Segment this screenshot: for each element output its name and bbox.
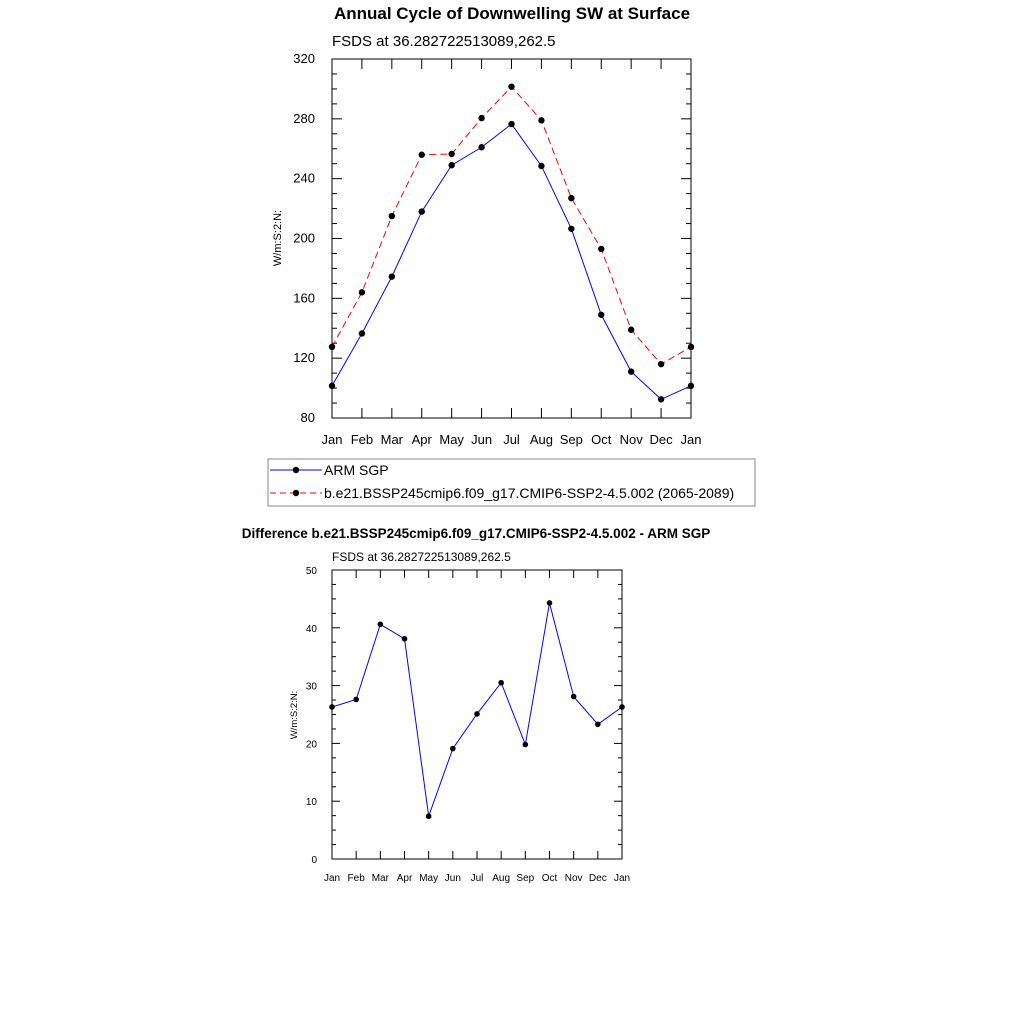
tick-labels — [293, 51, 701, 447]
series-line-0 — [332, 603, 622, 816]
y-tick-label: 200 — [293, 230, 315, 246]
y-axis-label: W/m:S:2:N: — [289, 690, 300, 740]
plot-border — [332, 59, 691, 418]
data-point — [658, 396, 664, 402]
legend-marker-arm-sgp — [293, 467, 299, 473]
y-tick-label: 320 — [293, 51, 315, 66]
data-point — [598, 246, 604, 252]
data-point — [571, 694, 577, 700]
data-point — [478, 144, 484, 150]
chart-title: Annual Cycle of Downwelling SW at Surface — [333, 4, 691, 23]
x-tick-label: Jan — [613, 873, 631, 884]
series-line-0 — [332, 124, 691, 399]
y-tick-label: 240 — [293, 170, 315, 186]
data-point — [448, 162, 454, 168]
y-tick-label: 120 — [293, 350, 315, 366]
data-point — [508, 83, 514, 89]
x-tick-label: Nov — [564, 873, 583, 884]
x-tick-label: Jun — [471, 432, 493, 447]
x-tick-label: Feb — [350, 432, 374, 447]
data-point — [568, 195, 574, 201]
data-point — [628, 327, 634, 333]
data-point — [568, 226, 574, 232]
data-point — [547, 600, 553, 606]
data-point — [359, 289, 365, 295]
x-tick-label: Apr — [396, 873, 413, 884]
x-tick-label: Oct — [541, 873, 558, 884]
y-tick-label: 0 — [311, 855, 317, 866]
x-tick-label: Sep — [516, 873, 535, 884]
data-point — [389, 273, 395, 279]
y-tick-label: 160 — [293, 290, 315, 306]
x-tick-label: Oct — [591, 432, 612, 447]
series-line-1 — [332, 87, 691, 364]
data-point — [426, 813, 432, 819]
y-tick-label: 30 — [305, 681, 317, 693]
data-point — [619, 704, 625, 710]
data-point — [474, 711, 480, 717]
data-point — [478, 115, 484, 121]
data-point — [419, 208, 425, 214]
x-tick-label: Mar — [380, 432, 404, 447]
legend-marker-model — [293, 490, 299, 496]
data-point — [628, 368, 634, 374]
y-tick-label: 10 — [305, 797, 317, 809]
data-point — [329, 383, 335, 389]
legend-label-model: b.e21.BSSP245cmip6.f09_g17.CMIP6-SSP2-4.5.002 (2065-2089) — [324, 485, 735, 501]
data-point — [688, 383, 694, 389]
y-tick-label: 280 — [293, 110, 315, 126]
x-tick-label: Aug — [492, 873, 511, 884]
data-point — [329, 704, 335, 710]
data-point — [402, 636, 408, 642]
series-lines — [329, 83, 694, 402]
x-tick-label: Jul — [503, 432, 520, 447]
y-tick-label: 50 — [305, 566, 317, 577]
data-point — [419, 152, 425, 158]
x-tick-label: Jan — [323, 873, 341, 884]
tick-labels — [306, 566, 630, 884]
x-tick-label: Dec — [649, 432, 673, 447]
data-point — [595, 722, 601, 728]
data-point — [508, 121, 514, 127]
data-point — [359, 330, 365, 336]
data-point — [450, 746, 456, 752]
x-tick-label: Feb — [347, 873, 365, 884]
x-tick-label: Jan — [321, 432, 343, 447]
x-tick-label: May — [419, 873, 439, 884]
difference-chart — [242, 526, 710, 884]
annual-cycle-chart — [272, 4, 701, 447]
y-tick-label: 40 — [305, 623, 317, 635]
data-point — [688, 344, 694, 350]
x-tick-label: Apr — [411, 432, 432, 447]
chart-subtitle: FSDS at 36.282722513089,262.5 — [332, 550, 511, 564]
x-tick-label: Sep — [559, 432, 583, 447]
data-point — [353, 697, 359, 703]
x-tick-label: Jul — [470, 873, 484, 884]
y-tick-label: 80 — [300, 410, 315, 425]
y-axis-label: W/m:S:2:N: — [272, 209, 284, 267]
chart-subtitle: FSDS at 36.282722513089,262.5 — [332, 33, 556, 50]
chart-title: Difference b.e21.BSSP245cmip6.f09_g17.CMIP6-SSP2-4.5.002 - ARM SGP — [241, 526, 711, 541]
data-point — [389, 213, 395, 219]
x-tick-label: Jun — [444, 873, 461, 884]
x-tick-label: Dec — [588, 873, 607, 884]
data-point — [658, 361, 664, 367]
y-tick-label: 20 — [305, 739, 317, 751]
legend-label-arm-sgp: ARM SGP — [324, 462, 389, 478]
data-point — [498, 680, 504, 686]
x-tick-label: Nov — [619, 432, 643, 447]
x-tick-label: Mar — [371, 873, 389, 884]
data-point — [329, 344, 335, 350]
data-point — [538, 163, 544, 169]
plot-frame — [332, 59, 691, 418]
data-point — [448, 151, 454, 157]
legend — [268, 459, 755, 506]
series-lines — [329, 600, 625, 819]
data-point — [598, 312, 604, 318]
data-point — [523, 742, 529, 748]
x-tick-label: Aug — [529, 432, 553, 447]
x-tick-label: May — [439, 432, 464, 447]
data-point — [378, 622, 384, 628]
x-tick-label: Jan — [680, 432, 702, 447]
data-point — [538, 117, 544, 123]
